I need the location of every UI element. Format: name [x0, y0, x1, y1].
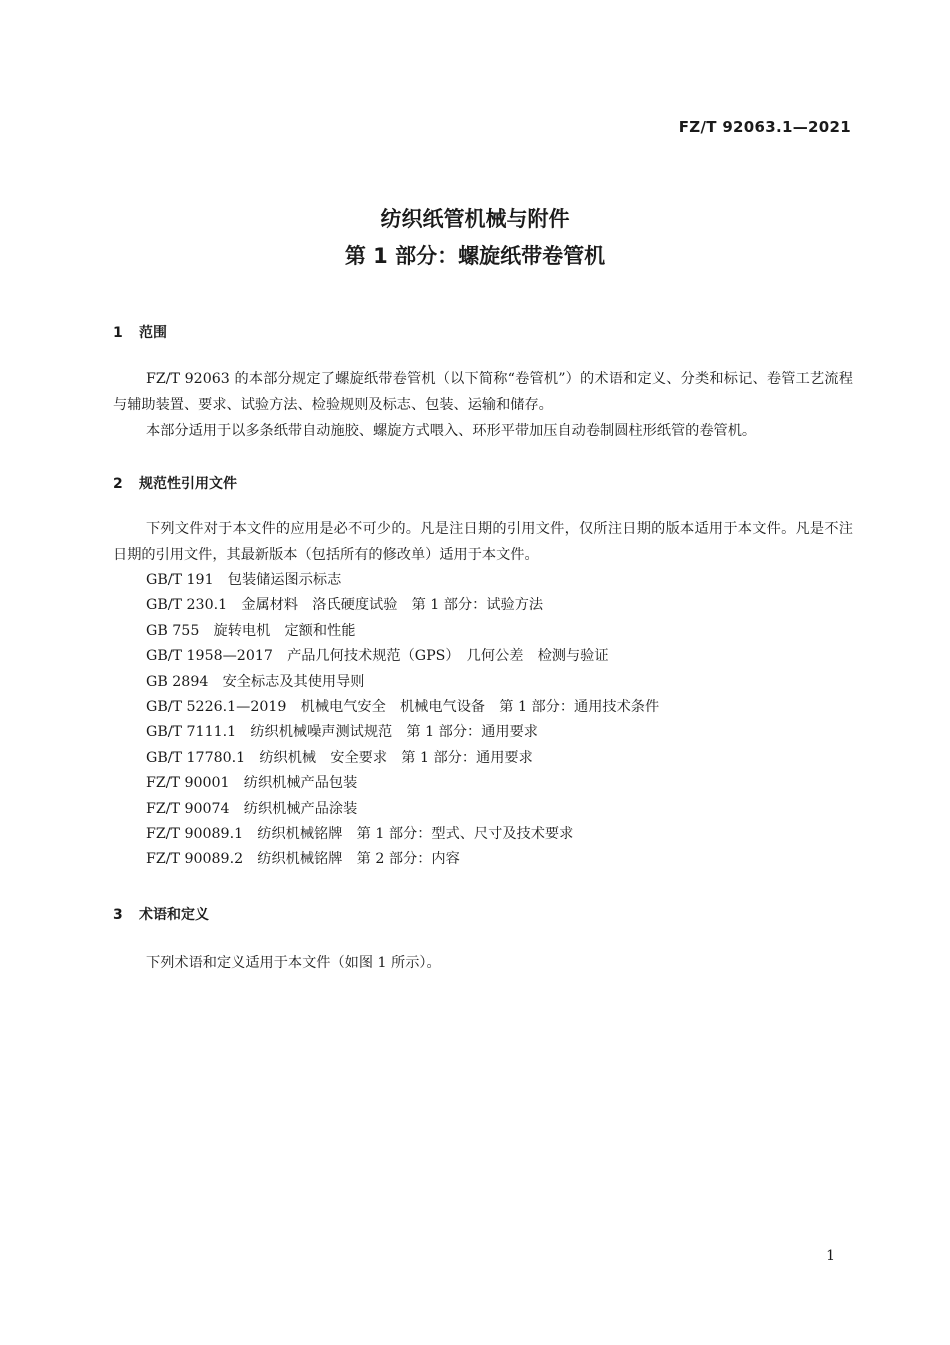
reference-item: FZ/T 90074 纺织机械产品涂装 [146, 800, 358, 817]
section-number: 2 [113, 476, 123, 492]
reference-item: FZ/T 90089.2 纺织机械铭牌 第 2 部分：内容 [146, 851, 460, 868]
reference-item: FZ/T 90001 纺织机械产品包装 [146, 775, 358, 792]
section-heading-scope [113, 322, 167, 342]
reference-item: GB 2894 安全标志及其使用导则 [146, 673, 365, 690]
section-number: 1 [113, 325, 123, 341]
paragraph: FZ/T 92063 的本部分规定了螺旋纸带卷管机（以下简称“卷管机”）的术语和定义、分类和标记、卷管工艺流程与辅助装置、要求、试验方法、检验规则及标志、包装、运输和储存。 [113, 371, 853, 413]
paragraph: 下列术语和定义适用于本文件（如图 1 所示）。 [146, 955, 441, 971]
document-title: 纺织纸管机械与附件 [380, 207, 570, 231]
section-heading-terms-definitions [113, 904, 209, 924]
document-subtitle: 第 1 部分：螺旋纸带卷管机 [344, 244, 606, 268]
reference-item: GB/T 191 包装储运图示标志 [146, 572, 342, 588]
reference-item: GB/T 17780.1 纺织机械 安全要求 第 1 部分：通用要求 [146, 749, 533, 766]
section-heading-normative-references [113, 473, 237, 493]
standard-code: FZ/T 92063.1—2021 [678, 118, 851, 136]
reference-list [146, 568, 659, 873]
paragraph: 本部分适用于以多条纸带自动施胶、螺旋方式喂入、环形平带加压自动卷制圆柱形纸管的卷管机。 [146, 423, 757, 439]
page-number: 1 [826, 1248, 835, 1264]
paragraph: 下列文件对于本文件的应用是必不可少的。凡是注日期的引用文件，仅所注日期的版本适用于本文件。凡是不注日期的引用文件，其最新版本（包括所有的修改单）适用于本文件。 [113, 521, 853, 563]
reference-item: GB/T 5226.1—2019 机械电气安全 机械电气设备 第 1 部分：通用技术条件 [146, 698, 660, 715]
reference-item: GB/T 7111.1 纺织机械噪声测试规范 第 1 部分：通用要求 [146, 724, 538, 741]
section-title: 规范性引用文件 [139, 476, 237, 492]
reference-item: GB/T 230.1 金属材料 洛氏硬度试验 第 1 部分：试验方法 [146, 597, 544, 614]
reference-item: FZ/T 90089.1 纺织机械铭牌 第 1 部分：型式、尺寸及技术要求 [146, 825, 574, 842]
reference-item: GB/T 1958—2017 产品几何技术规范（GPS） 几何公差 检测与验证 [146, 648, 609, 665]
reference-item: GB 755 旋转电机 定额和性能 [146, 622, 356, 639]
section-number: 3 [113, 907, 123, 923]
section-title: 术语和定义 [139, 907, 209, 923]
section-title: 范围 [139, 325, 167, 341]
